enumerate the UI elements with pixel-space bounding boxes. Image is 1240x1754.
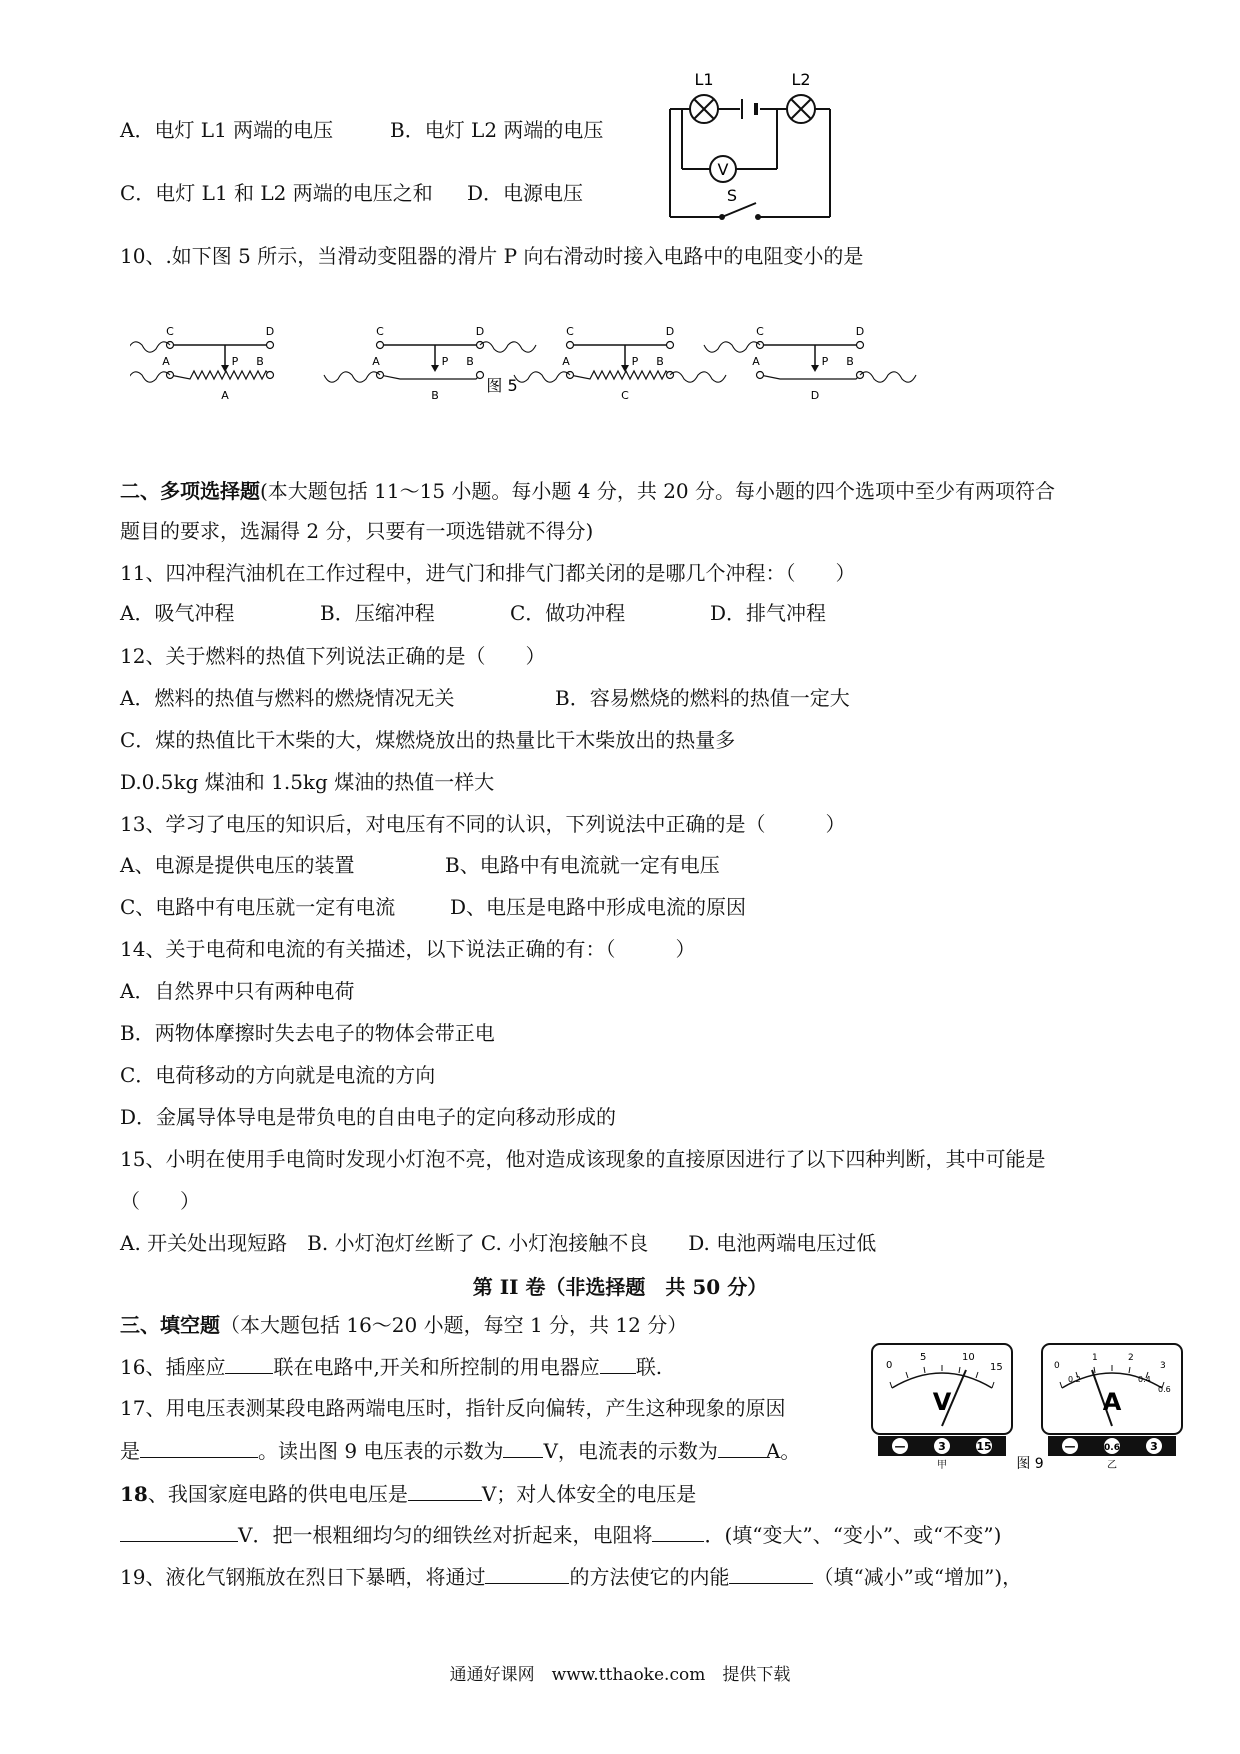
q17-text-d: A。 (765, 1439, 801, 1463)
rheostat-option-d (704, 325, 916, 402)
q16-text-b: 联在电路中,开关和所控制的用电器应 (273, 1355, 600, 1379)
a-tick-3: 3 (1160, 1361, 1166, 1371)
v-tick-5: 5 (920, 1352, 927, 1363)
q15-options: A. 开关处出现短路 B. 小灯泡灯丝断了 C. 小灯泡接触不良 D. 电池两端电压过低 (120, 1231, 877, 1255)
lamp-l1-icon (690, 95, 718, 123)
terminal-label-a: A (562, 355, 570, 368)
v-tick-10: 10 (962, 1352, 975, 1363)
q17-text-a: 是 (120, 1439, 140, 1463)
q17-line2 (120, 1437, 800, 1464)
q16-text-c: 联. (635, 1355, 663, 1379)
q16 (120, 1353, 662, 1380)
q9-option-a: A．电灯 L1 两端的电压 (120, 118, 334, 142)
a-tick-04: 0.4 (1138, 1375, 1151, 1384)
q18-blank-resistance[interactable] (652, 1521, 704, 1542)
q11-option-d: D．排气冲程 (710, 601, 827, 625)
battery-icon (742, 99, 756, 119)
q12-option-d: D.0.5kg 煤油和 1.5kg 煤油的热值一样大 (120, 770, 495, 794)
q17-blank-current[interactable] (718, 1437, 766, 1458)
v-terminal-neg: — (894, 1440, 906, 1453)
switch-icon (719, 203, 761, 220)
q18-line2 (120, 1521, 1001, 1548)
terminal-label-p: P (441, 355, 449, 368)
q19-text-b: 的方法使它的内能 (569, 1565, 730, 1589)
section3-desc: （本大题包括 16～20 小题，每空 1 分，共 12 分） (220, 1313, 688, 1337)
q9-circuit-diagram (640, 65, 840, 225)
terminal-label-d: D (855, 325, 865, 338)
part2-title: 第 II 卷（非选择题 共 50 分） (472, 1275, 768, 1299)
q12-option-b: B．容易燃烧的燃料的热值一定大 (555, 686, 850, 710)
v-tick-0: 0 (886, 1360, 893, 1371)
page-footer: 通通好课网 www.tthaoke.com 提供下载 (449, 1665, 791, 1685)
figure-9-caption: 图 9 (1016, 1456, 1044, 1470)
q9-option-b: B．电灯 L2 两端的电压 (390, 118, 604, 142)
label-s: S (726, 186, 738, 205)
q11-option-a: A．吸气冲程 (120, 601, 235, 625)
rheostat-option-c (514, 325, 726, 402)
terminal-label-c: C (166, 325, 174, 338)
a-tick-1: 1 (1092, 1353, 1098, 1363)
q14-option-c: C．电荷移动的方向就是电流的方向 (120, 1063, 436, 1087)
q15-stem: 15、小明在使用手电筒时发现小灯泡不亮，他对造成该现象的直接原因进行了以下四种判断，其中可能是 (120, 1147, 1046, 1171)
q14-option-a: A．自然界中只有两种电荷 (120, 979, 355, 1003)
q15-paren: （ ） (120, 1189, 200, 1213)
terminal-label-b: B (466, 355, 474, 368)
q11-option-b: B．压缩冲程 (320, 601, 435, 625)
q12-stem: 12、关于燃料的热值下列说法正确的是（ ） (120, 644, 546, 668)
v-label: 甲 (937, 1460, 947, 1470)
q14-option-b: B．两物体摩擦时失去电子的物体会带正电 (120, 1021, 495, 1045)
a-tick-2: 2 (1128, 1353, 1134, 1363)
terminal-label-d: D (665, 325, 675, 338)
q19 (120, 1563, 1022, 1590)
section3-header (120, 1312, 687, 1338)
terminal-label-d: D (475, 325, 485, 338)
q12-option-a: A．燃料的热值与燃料的燃烧情况无关 (120, 686, 455, 710)
section2-desc-1: (本大题包括 11～15 小题。每小题 4 分，共 20 分。每小题的四个选项中至少有两项符合 (260, 479, 1056, 503)
ammeter-dial (1042, 1344, 1182, 1470)
q17-text-c: V，电流表的示数为 (543, 1439, 718, 1463)
a-tick-02: 0.2 (1068, 1375, 1081, 1384)
q13-stem: 13、学习了电压的知识后，对电压有不同的认识，下列说法中正确的是（ ） (120, 812, 846, 836)
terminal-label-a: A (752, 355, 760, 368)
q18-line1 (120, 1480, 696, 1507)
q14-stem: 14、关于电荷和电流的有关描述，以下说法正确的有：（ ） (120, 937, 696, 961)
q18-text-a: 、我国家庭电路的供电电压是 (147, 1482, 408, 1506)
q18-text-c: V．把一根粗细均匀的细铁丝对折起来，电阻将 (238, 1523, 653, 1547)
q13-option-a: A、电源是提供电压的装置 (120, 853, 355, 877)
terminal-label-c: C (756, 325, 764, 338)
q16-blank-1[interactable] (225, 1353, 273, 1374)
terminal-label-a: A (162, 355, 170, 368)
a-terminal-06: 0.6 (1104, 1443, 1120, 1453)
figure-5-caption: 图 5 (486, 376, 518, 395)
lamp-l2-icon (787, 95, 815, 123)
q17-blank-reason[interactable] (140, 1437, 258, 1458)
section3-title: 三、填空题 (120, 1313, 220, 1337)
option-label-c: C (621, 389, 629, 402)
v-terminal-3: 3 (938, 1440, 946, 1453)
terminal-label-p: P (231, 355, 239, 368)
terminal-label-p: P (631, 355, 639, 368)
q19-text-a: 19、液化气钢瓶放在烈日下暴晒，将通过 (120, 1565, 486, 1589)
voltmeter-dial (872, 1344, 1012, 1470)
section2-header (120, 478, 1055, 504)
terminal-label-a: A (372, 355, 380, 368)
label-l2: L2 (791, 70, 811, 89)
q13-option-d: D、电压是电路中形成电流的原因 (450, 895, 747, 919)
q9-option-d: D．电源电压 (467, 181, 584, 205)
v-tick-15: 15 (990, 1362, 1003, 1373)
q18-number: 18 (120, 1482, 148, 1506)
q14-option-d: D．金属导体导电是带负电的自由电子的定向移动形成的 (120, 1105, 617, 1129)
q18-blank-household[interactable] (408, 1480, 482, 1501)
q11-stem: 11、四冲程汽油机在工作过程中，进气门和排气门都关闭的是哪几个冲程：（ ） (120, 561, 856, 585)
voltmeter-v-symbol: V (932, 1388, 952, 1416)
terminal-label-c: C (566, 325, 574, 338)
label-l1: L1 (694, 70, 714, 89)
option-label-d: D (810, 389, 820, 402)
q17-blank-voltage[interactable] (503, 1437, 543, 1458)
terminal-label-b: B (656, 355, 664, 368)
q10-stem: 10、.如下图 5 所示，当滑动变阻器的滑片 P 向右滑动时接入电路中的电阻变小的是 (120, 244, 864, 268)
terminal-label-b: B (256, 355, 264, 368)
section2-desc-2: 题目的要求，选漏得 2 分，只要有一项选错就不得分) (120, 519, 594, 543)
figure-5-rheostats (130, 325, 1030, 435)
q13-option-c: C、电路中有电压就一定有电流 (120, 895, 396, 919)
q16-blank-2[interactable] (600, 1353, 636, 1374)
q19-blank-method[interactable] (485, 1563, 569, 1584)
q19-blank-change[interactable] (729, 1563, 813, 1584)
a-label: 乙 (1107, 1460, 1117, 1470)
a-terminal-3: 3 (1150, 1440, 1158, 1453)
q17-text-b: 。读出图 9 电压表的示数为 (258, 1439, 504, 1463)
figure-9-meters (870, 1340, 1190, 1470)
voltmeter-symbol: V (717, 160, 729, 179)
terminal-label-b: B (846, 355, 854, 368)
a-tick-0: 0 (1054, 1361, 1060, 1371)
a-tick-06: 0.6 (1158, 1385, 1171, 1394)
q19-text-c: （填“减小”或“增加”)， (813, 1565, 1023, 1589)
terminal-label-c: C (376, 325, 384, 338)
q16-text-a: 16、插座应 (120, 1355, 226, 1379)
q13-option-b: B、电路中有电流就一定有电压 (445, 853, 720, 877)
section2-title: 二、多项选择题 (120, 479, 260, 503)
v-terminal-15: 15 (976, 1440, 992, 1453)
a-terminal-neg: — (1064, 1440, 1076, 1453)
option-label-b: B (431, 389, 439, 402)
ammeter-a-symbol: A (1102, 1388, 1122, 1416)
q18-text-b: V；对人体安全的电压是 (481, 1482, 697, 1506)
q18-text-d: ．(填“变大”、“变小”、或“不变”) (704, 1523, 1002, 1547)
terminal-label-p: P (821, 355, 829, 368)
q12-option-c: C．煤的热值比干木柴的大，煤燃烧放出的热量比干木柴放出的热量多 (120, 728, 736, 752)
rheostat-option-a (130, 325, 274, 402)
option-label-a: A (221, 389, 229, 402)
q11-option-c: C．做功冲程 (510, 601, 626, 625)
terminal-label-d: D (265, 325, 275, 338)
q9-option-c: C．电灯 L1 和 L2 两端的电压之和 (120, 181, 433, 205)
q17-line1: 17、用电压表测某段电路两端电压时，指针反向偏转，产生这种现象的原因 (120, 1396, 786, 1420)
q18-blank-safe[interactable] (120, 1521, 238, 1542)
